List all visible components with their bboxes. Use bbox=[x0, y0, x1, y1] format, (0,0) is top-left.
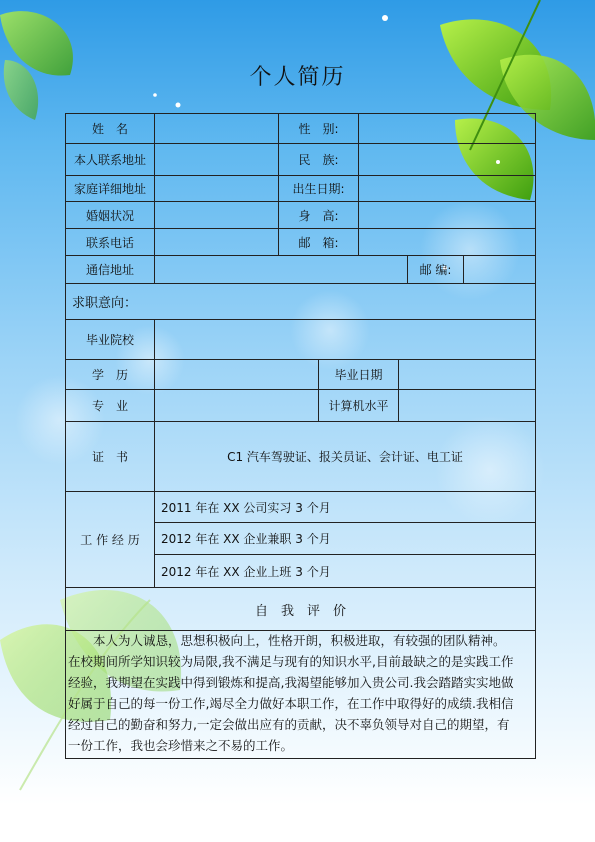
degree-field[interactable] bbox=[154, 359, 319, 390]
field-value[interactable] bbox=[358, 143, 536, 176]
computer-level-field[interactable] bbox=[398, 389, 536, 422]
field-label: 姓 名 bbox=[65, 113, 155, 144]
work-item[interactable]: 2012 年在 XX 企业兼职 3 个月 bbox=[154, 522, 536, 555]
certificates-label: 证 书 bbox=[65, 421, 155, 492]
job-objective[interactable]: 求职意向： bbox=[65, 283, 536, 320]
field-value[interactable] bbox=[358, 201, 536, 229]
field-value[interactable] bbox=[358, 228, 536, 256]
contact-label: 通信地址 bbox=[65, 255, 155, 284]
field-label: 出生日期: bbox=[278, 175, 359, 202]
work-item[interactable]: 2012 年在 XX 企业上班 3 个月 bbox=[154, 554, 536, 588]
field-value[interactable] bbox=[358, 113, 536, 144]
computer-level-label: 计算机水平 bbox=[318, 389, 399, 422]
field-value[interactable] bbox=[154, 113, 279, 144]
field-label: 婚姻状况 bbox=[65, 201, 155, 229]
postcode-label: 邮 编: bbox=[407, 255, 464, 284]
certificates-value[interactable]: C1 汽车驾驶证、报关员证、会计证、电工证 bbox=[154, 421, 536, 492]
grad-date-field[interactable] bbox=[398, 359, 536, 390]
field-value[interactable] bbox=[154, 175, 279, 202]
self-eval-heading: 自 我 评 价 bbox=[65, 587, 536, 631]
work-label: 工 作 经 历 bbox=[65, 491, 155, 588]
field-label: 民 族: bbox=[278, 143, 359, 176]
field-label: 家庭详细地址 bbox=[65, 175, 155, 202]
field-value[interactable] bbox=[154, 201, 279, 229]
degree-label: 学 历 bbox=[65, 359, 155, 390]
field-value[interactable] bbox=[358, 175, 536, 202]
postcode-field[interactable] bbox=[463, 255, 536, 284]
self-eval-text[interactable] bbox=[65, 630, 536, 759]
self-eval-line: 一份工作，我也会珍惜来之不易的工作。 bbox=[68, 738, 294, 753]
self-eval-line: 本人为人诚恳，思想积极向上，性格开朗，积极进取，有较强的团队精神。 bbox=[68, 633, 506, 648]
field-label: 联系电话 bbox=[65, 228, 155, 256]
page-title: 个人简历 bbox=[249, 65, 346, 90]
school-field[interactable] bbox=[154, 319, 536, 360]
self-eval-line: 经过自己的勤奋和努力,一定会做出应有的贡献，决不辜负领导对自己的期望，有 bbox=[68, 717, 510, 732]
field-value[interactable] bbox=[154, 228, 279, 256]
major-field[interactable] bbox=[154, 389, 319, 422]
contact-address-field[interactable] bbox=[154, 255, 408, 284]
field-label: 身 高: bbox=[278, 201, 359, 229]
work-item[interactable]: 2011 年在 XX 公司实习 3 个月 bbox=[154, 491, 536, 523]
self-eval-line: 好属于自己的每一份工作,竭尽全力做好本职工作，在工作中取得好的成绩.我相信 bbox=[68, 696, 514, 711]
self-eval-line: 在校期间所学知识较为局限,我不满足与现有的知识水平,目前最缺之的是实践工作 bbox=[68, 654, 514, 669]
major-label: 专 业 bbox=[65, 389, 155, 422]
school-label: 毕业院校 bbox=[65, 319, 155, 360]
field-label: 本人联系地址 bbox=[65, 143, 155, 176]
self-eval-line: 经验，我期望在实践中得到锻炼和提高,我渴望能够加入贵公司.我会踏踏实实地做 bbox=[68, 675, 514, 690]
field-label: 性 别: bbox=[278, 113, 359, 144]
grad-date-label: 毕业日期 bbox=[318, 359, 399, 390]
field-label: 邮 箱: bbox=[278, 228, 359, 256]
field-value[interactable] bbox=[154, 143, 279, 176]
